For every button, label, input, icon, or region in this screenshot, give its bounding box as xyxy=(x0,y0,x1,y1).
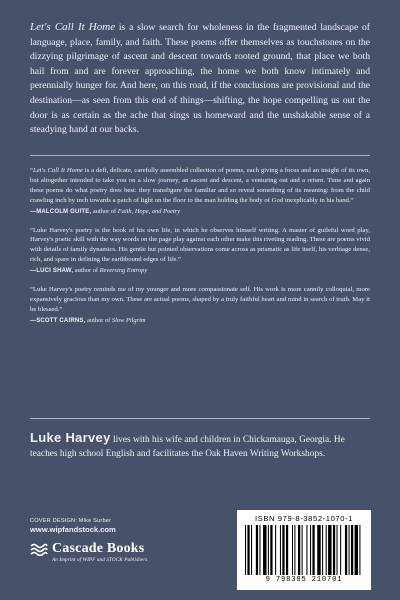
author-name: Luke Harvey xyxy=(30,430,111,445)
endorser-work: Reversing Entropy xyxy=(99,267,148,275)
barcode-bar xyxy=(275,525,276,575)
endorser-work: Slow Pilgrim xyxy=(111,316,146,324)
barcode-bar xyxy=(270,525,272,575)
barcode-bar xyxy=(326,525,327,575)
cover-design-credit: COVER DESIGN: Mike Surber xyxy=(30,518,112,524)
publisher-name: Cascade Books xyxy=(52,541,145,556)
divider-bottom xyxy=(30,418,370,419)
credits xyxy=(30,518,116,534)
isbn-barcode xyxy=(237,510,371,590)
barcode-bar xyxy=(322,525,323,575)
barcode-bar xyxy=(306,525,307,575)
barcode-bar xyxy=(333,525,335,575)
book-description xyxy=(30,20,370,138)
barcode-bar xyxy=(302,525,303,575)
barcode-bar xyxy=(312,525,314,575)
barcode-bar xyxy=(245,525,246,575)
endorser-work: Faith, Hope, and Poetry xyxy=(117,207,181,215)
isbn-label: ISBN 979-8-3852-1070-1 xyxy=(254,514,354,523)
barcode-bar xyxy=(359,525,360,575)
endorsement-text: “Luke Harvey's poetry is the book of his own life, in which he observes himself writing. A master of guileful word play, Harvey's poetic skill with the way words on the page play against each other make this riveting reading. These are poems vivid with details of family dynamics. His gentle but pointed observations come across as prismatic as life itself, his verbiage dense, rich, and spare in defining the earthbound edges of life.” xyxy=(30,226,370,264)
barcode-bar xyxy=(251,525,252,575)
barcode-bar xyxy=(286,525,288,575)
endorsement-cairns xyxy=(30,285,370,327)
endorsement-shaw xyxy=(30,226,370,278)
barcode-bar xyxy=(345,525,347,575)
barcode-bar xyxy=(349,525,350,575)
endorsement-guite xyxy=(30,166,370,218)
barcode-bar xyxy=(282,525,284,575)
barcode-bar xyxy=(317,525,320,575)
author-bio-text: lives with his wife and children in Chickamauga, Georgia. He teaches high school English and facilitates the Oak Haven Writing Workshops. xyxy=(30,435,345,459)
endorsement-attribution: —SCOTT CAIRNS, author of Slow Pilgrim xyxy=(30,316,146,324)
endorsement-text: “Let's Call It Home is a deft, delicate, carefully assembled collection of poems, each giving a focus and an insight of its own, but altogether intended to take you on a slow journey, an ascent and descent, a venturing out and a return. Time and again these poems do what poetry does best: they transfigure the familiar and so reveal something of its meaning: from the child crawling inch by inch towards a patch of light on the floor to the man holding the body of God inexplicably in his hand.” xyxy=(30,167,370,204)
barcode-digits: 9 798385 210701 xyxy=(265,576,343,584)
author-bio xyxy=(30,431,370,461)
barcode-bar xyxy=(328,525,331,575)
barcode-bar xyxy=(292,525,293,575)
barcode-bar xyxy=(355,525,358,575)
barcode-bar xyxy=(310,525,311,575)
barcode-bar xyxy=(268,525,269,575)
barcode-bar xyxy=(337,525,338,575)
barcode-bar xyxy=(340,525,341,575)
book-title: Let's Call It Home xyxy=(30,21,116,33)
publisher-url[interactable]: www.wipfandstock.com xyxy=(30,525,116,534)
endorser-name: —MALCOLM GUITE, xyxy=(30,208,92,215)
barcode-bars xyxy=(245,525,363,575)
publisher-logo xyxy=(30,541,185,563)
endorsement-book-title: Let's Call It Home xyxy=(32,167,83,174)
barcode-bar xyxy=(351,525,353,575)
barcode-bar xyxy=(256,525,258,575)
barcode-bar xyxy=(280,525,281,575)
barcode-bar xyxy=(247,525,249,575)
endorser-name: —LUCI SHAW, xyxy=(30,268,74,275)
barcode-bar xyxy=(263,525,266,575)
barcode-bar xyxy=(259,525,260,575)
barcode-bar xyxy=(294,525,295,575)
publisher-imprint: An Imprint of WIPF and STOCK Publishers xyxy=(52,557,148,563)
barcode-bar xyxy=(298,525,300,575)
endorsement-attribution: —LUCI SHAW, author of Reversing Entropy xyxy=(30,267,148,275)
endorser-name: —SCOTT CAIRNS, xyxy=(30,317,86,324)
endorsements xyxy=(30,166,370,335)
endorsement-attribution: —MALCOLM GUITE, author of Faith, Hope, and Poetry xyxy=(30,207,181,215)
endorsement-text: “Luke Harvey's poetry reminds me of my younger and more compassionate self. His work is more cannily colloquial, more expansively gracious than my own. These are actual poems, shaped by a truly faithful heart and mind in search of truth. May it be blessed.” xyxy=(30,286,370,313)
cascade-waves-icon xyxy=(30,542,48,556)
description-text: is a slow search for wholeness in the fragmented landscape of language, place, family, and faith. These poems offer themselves as touchstones on the dizzying pilgrimage of ascent and descent towards rooted ground, that place we both hail from and are forever approaching, the home we both know intimately and perennially hunger for. And here, on this road, if the conclusions are provisional and the destination—as seen from this end of things—shifting, the hope compelling us out the door is as certain as the ache that sings us homeward and the unshakable sense of a steadying hand at our backs. xyxy=(30,22,370,136)
divider-top xyxy=(30,155,370,156)
